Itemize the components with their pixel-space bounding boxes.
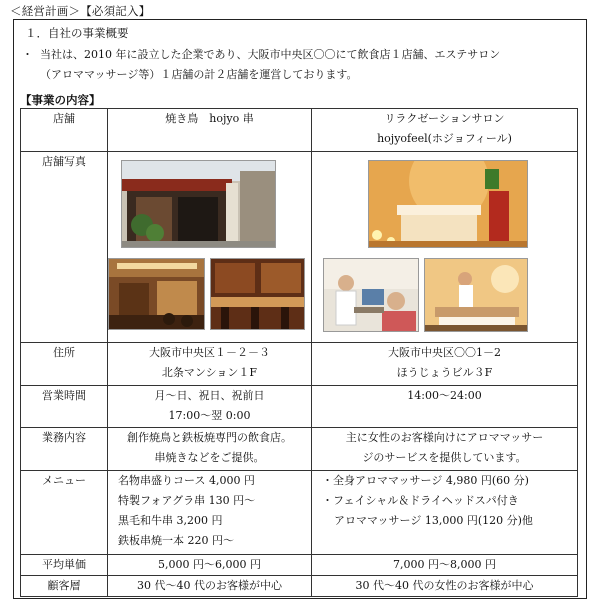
table-row [21, 343, 578, 386]
yakitori-address-line-2: 北条マンション１F [161, 366, 258, 379]
address-label-cell [21, 343, 108, 386]
salon-hours: 14:00～24:00 [407, 389, 482, 402]
salon-massage-photo [424, 258, 528, 332]
average-price-label: 平均単価 [42, 558, 86, 571]
table-row [21, 109, 578, 152]
salon-menu-line-1: ・全身アロママッサージ 4,980 円(60 分) [322, 474, 529, 487]
section-title: １．自社の事業概要 [25, 26, 129, 40]
salon-menu-line-2: ・フェイシャル＆ドライヘッドスパ付き [322, 494, 519, 507]
yakitori-hours-line-1: 月～日、祝日、祝前日 [154, 389, 265, 402]
document-header: ＜経営計画＞【必須記入】 [10, 4, 151, 18]
yakitori-hours-line-2: 17:00～翌 0:00 [168, 409, 251, 422]
salon-menu-cell [312, 471, 578, 555]
yakitori-business-line-1: 創作焼鳥と鉄板焼専門の飲食店。 [127, 431, 292, 444]
salon-price-cell [312, 555, 578, 576]
yakitori-address-line-1: 大阪市中央区１－２－３ [149, 346, 270, 359]
customer-label-cell [21, 576, 108, 597]
business-content-label: 業務内容 [42, 431, 86, 444]
yakitori-average-price: 5,000 円～6,000 円 [158, 558, 261, 571]
yakitori-business-cell [108, 428, 312, 471]
yakitori-storefront-photo [121, 160, 276, 248]
yakitori-menu-item: 鉄板串焼一本 220 円～ [118, 534, 234, 547]
yakitori-menu-item: 特製フォアグラ串 130 円～ [118, 494, 256, 507]
salon-business-cell [312, 428, 578, 471]
salon-name-line-1: リラクゼーションサロン [384, 112, 505, 125]
salon-menu-line-3: アロママッサージ 13,000 円(120 分)他 [334, 514, 533, 527]
menu-label: メニュー [42, 474, 86, 487]
salon-address-cell [312, 343, 578, 386]
hours-label: 営業時間 [42, 389, 86, 402]
salon-customer-cell [312, 576, 578, 597]
intro-line-1: 当社は、2010 年に設立した企業であり、大阪市中央区〇〇にて飲食店１店舗、エステサロン [40, 48, 501, 61]
salon-photos-cell [312, 152, 578, 343]
salon-room-photo [368, 160, 528, 248]
yakitori-menu-item: 黒毛和牛串 3,200 円 [118, 514, 223, 527]
business-table [20, 108, 578, 597]
yakitori-address-cell [108, 343, 312, 386]
yakitori-menu-item: 名物串盛りコース 4,000 円 [118, 474, 255, 487]
customer-segment-label: 顧客層 [47, 579, 81, 592]
yakitori-business-line-2: 串焼きなどをご提供。 [154, 451, 265, 464]
intro-bullet: ・ [22, 48, 33, 61]
salon-name-cell [312, 109, 578, 152]
address-label: 住所 [53, 346, 75, 359]
table-row [21, 386, 578, 428]
table-row [21, 576, 578, 597]
salon-business-line-2: ジのサービスを提供しています。 [362, 451, 527, 464]
yakitori-customer-segment: 30 代～40 代のお客様が中心 [137, 579, 282, 592]
yakitori-photos-cell [108, 152, 312, 343]
salon-address-line-2: ほうじょうビル３F [396, 366, 493, 379]
yakitori-price-cell [108, 555, 312, 576]
business-label-cell [21, 428, 108, 471]
table-row [21, 428, 578, 471]
intro-line-2: （アロママッサージ等）１店舗の計２店舗を運営しております。 [40, 68, 358, 81]
photo-label-cell [21, 152, 108, 343]
salon-name-line-2: hojyofeel(ホジョフィール) [377, 132, 512, 145]
table-row [21, 152, 578, 343]
business-content-heading: 【事業の内容】 [20, 93, 101, 107]
salon-consultation-photo [323, 258, 419, 332]
yakitori-customer-cell [108, 576, 312, 597]
salon-average-price: 7,000 円～8,000 円 [393, 558, 496, 571]
salon-customer-segment: 30 代～40 代の女性のお客様が中心 [355, 579, 534, 592]
salon-business-line-1: 主に女性のお客様向けにアロママッサー [345, 431, 544, 444]
yakitori-hours-cell [108, 386, 312, 428]
yakitori-menu-cell [108, 471, 312, 555]
menu-label-cell [21, 471, 108, 555]
salon-hours-cell [312, 386, 578, 428]
yakitori-interior-photo-2 [210, 258, 305, 330]
salon-address-line-1: 大阪市中央区〇〇1－2 [388, 346, 501, 359]
yakitori-interior-photo-1 [108, 258, 205, 330]
hours-label-cell [21, 386, 108, 428]
table-row [21, 471, 578, 555]
yakitori-name-cell [108, 109, 312, 152]
table-row [21, 555, 578, 576]
store-label-cell [21, 109, 108, 152]
yakitori-store-name: 焼き鳥 hojyo 串 [165, 112, 254, 125]
price-label-cell [21, 555, 108, 576]
photo-label: 店舗写真 [42, 155, 86, 168]
store-label: 店舗 [53, 112, 75, 125]
